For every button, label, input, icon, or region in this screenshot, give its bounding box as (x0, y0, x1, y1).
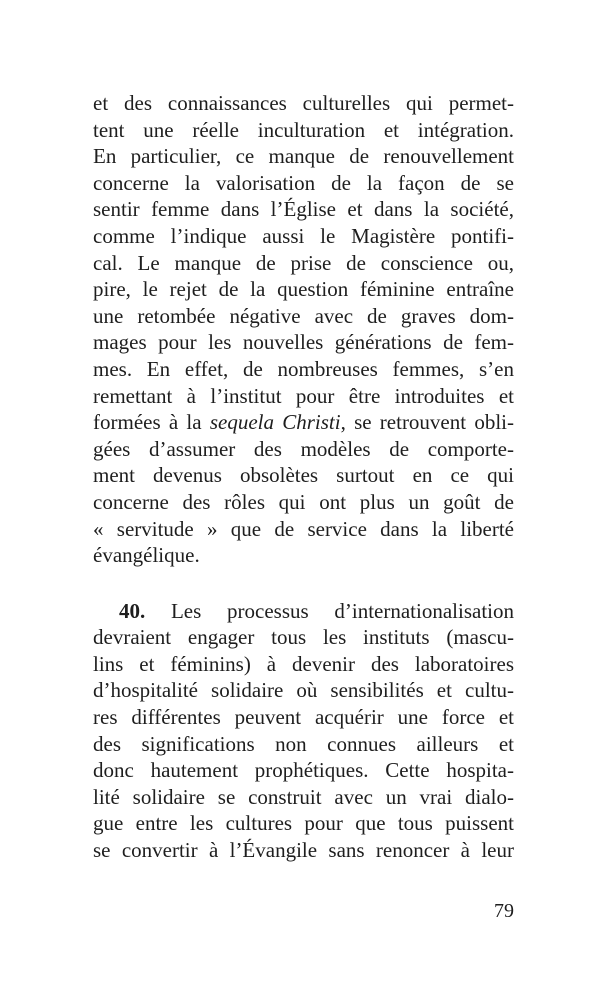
text-segment: concerne la valorisation de la façon de se (93, 170, 514, 195)
page-number: 79 (494, 900, 514, 922)
text-line (93, 90, 514, 117)
text-line (93, 409, 514, 436)
text-segment: formées à la (93, 410, 210, 435)
text-segment: gue entre les cultures pour que tous puissent (93, 811, 514, 836)
text-segment: En particulier, ce manque de renouvellement (93, 144, 514, 169)
text-segment: cal. Le manque de prise de conscience ou, (93, 250, 514, 275)
text-segment: comme l’indique aussi le Magistère pontifi- (93, 223, 514, 248)
text-line (93, 731, 514, 758)
text-line (93, 223, 514, 250)
text-line (93, 436, 514, 463)
page-body (93, 90, 514, 864)
text-segment: Les processus d’internationalisation (145, 598, 514, 623)
text-segment: et des connaissances culturelles qui permet- (93, 91, 514, 115)
text-segment: donc hautement prophétiques. Cette hospita- (93, 758, 514, 783)
text-line (93, 677, 514, 704)
text-segment: res différentes peuvent acquérir une force et (93, 705, 514, 730)
text-line (93, 542, 514, 569)
text-line (93, 489, 514, 516)
text-segment: remettant à l’institut pour être introduites et (93, 383, 514, 408)
text-line (93, 196, 514, 223)
text-line (93, 117, 514, 144)
text-line (93, 757, 514, 784)
text-segment: une retombée négative avec de graves dom- (93, 303, 514, 328)
text-line (93, 170, 514, 197)
text-segment: devraient engager tous les instituts (mascu- (93, 625, 514, 650)
paragraph (93, 90, 514, 569)
text-segment: tent une réelle inculturation et intégration. (93, 117, 514, 142)
text-segment: pire, le rejet de la question féminine entraîne (93, 277, 514, 302)
text-segment: , se retrouvent obli- (340, 410, 514, 435)
text-line (93, 462, 514, 489)
text-line (93, 143, 514, 170)
text-line (93, 810, 514, 837)
text-segment: sentir femme dans l’Église et dans la société, (93, 197, 514, 222)
text-line (93, 303, 514, 330)
text-segment: lins et féminins) à devenir des laboratoires (93, 651, 514, 676)
text-line (93, 704, 514, 731)
text-segment: mages pour les nouvelles générations de fem- (93, 330, 514, 355)
text-line (93, 276, 514, 303)
paragraph-number: 40. (119, 598, 146, 623)
text-line (93, 250, 514, 277)
text-line (93, 383, 514, 410)
text-segment: évangélique. (93, 543, 200, 568)
text-segment: lité solidaire se construit avec un vrai dialo- (93, 784, 514, 809)
text-segment: des significations non connues ailleurs et (93, 731, 514, 756)
italic-phrase: sequela Christi (209, 410, 341, 435)
text-line (93, 329, 514, 356)
text-line (93, 598, 514, 625)
text-segment: concerne des rôles qui ont plus un goût de (93, 489, 514, 514)
text-segment: d’hospitalité solidaire où sensibilités et cultu- (93, 678, 514, 703)
text-line (93, 356, 514, 383)
text-line (93, 784, 514, 811)
text-segment: mes. En effet, de nombreuses femmes, s’en (93, 356, 514, 381)
text-line (93, 651, 514, 678)
text-line (93, 624, 514, 651)
text-segment: ment devenus obsolètes surtout en ce qui (93, 463, 514, 488)
text-segment: se convertir à l’Évangile sans renoncer à leur (93, 838, 514, 863)
text-segment: « servitude » que de service dans la liberté (93, 516, 514, 541)
text-segment: gées d’assumer des modèles de comporte- (93, 436, 514, 461)
text-line (93, 516, 514, 543)
paragraph (93, 598, 514, 864)
text-line (93, 837, 514, 864)
